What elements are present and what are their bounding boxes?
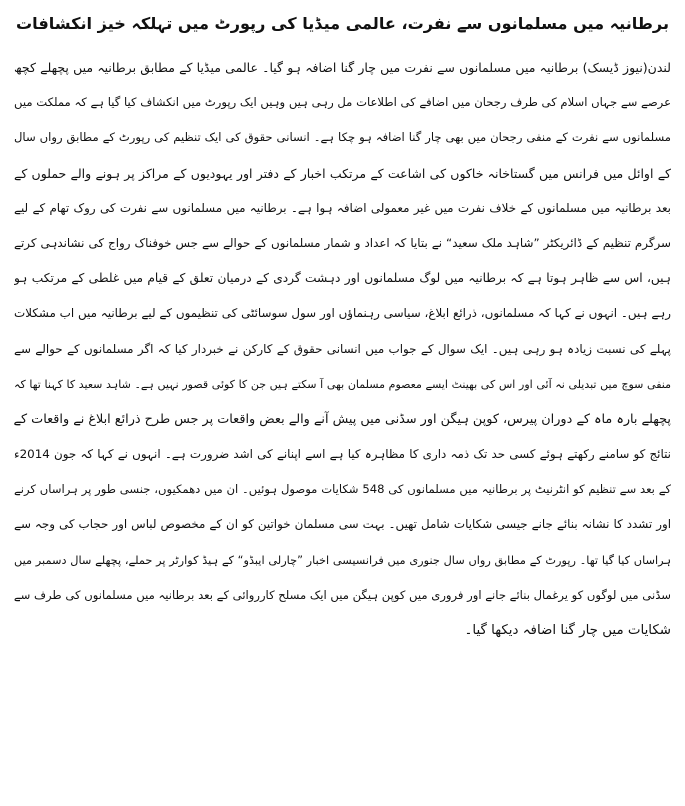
article-line: نتائج کو سامنے رکھتے ہوئے کسی حد تک ذمہ داری کا مظاہرہ کیا ہے اسے اپنانے کی اشد ضرورت ہے۔ انہوں نے کہا کہ جون 2014ء: [14, 447, 671, 462]
article-line: شکایات میں چار گنا اضافہ دیکھا گیا۔: [464, 623, 671, 638]
article-line: سڈنی میں لوگوں کو یرغمال بنائے جانے اور فروری میں کوپن ہیگن میں ایک مسلح کارروائی کے بعد برطانیہ میں مسلمانوں کی طرف سے: [14, 587, 671, 602]
article-line: اور تشدد کا نشانہ بنائے جانے جیسی شکایات شامل تھیں۔ بہت سی مسلمان خواتین کو ان کے مخصوص لباس اور حجاب کی وجہ سے: [14, 517, 671, 532]
article-line: مسلمانوں سے نفرت کے منفی رجحان میں بھی چار گنا اضافہ ہو چکا ہے۔ انسانی حقوق کی ایک تنظیم کی رپورٹ کے مطابق رواں سال: [14, 130, 671, 145]
article-body: [14, 50, 671, 648]
article-line: ہراساں کیا گیا تھا۔ رپورٹ کے مطابق رواں سال جنوری میں فرانسیسی اخبار ”چارلی ایبڈو“ کے ہیڈ کوارٹر پر حملے، پچھلے سال دسمبر میں: [14, 553, 671, 567]
article-line: عرصے سے جہاں اسلام کی طرف رجحان میں اضافے کی اطلاعات مل رہی ہیں وہیں ایک رپورٹ میں انکشاف کیا گیا ہے کہ مملکت میں: [14, 95, 671, 110]
article-line: پہلے کی نسبت زیادہ ہو رہی ہیں۔ ایک سوال کے جواب میں انسانی حقوق کے کارکن نے خبردار کیا کہ اگر مسلمانوں کے حوالے سے: [14, 341, 671, 356]
article-line: بعد برطانیہ میں مسلمانوں کے خلاف نفرت میں غیر معمولی اضافہ ہوا ہے۔ برطانیہ میں مسلمانوں سے نفرت کی روک تھام کے لیے: [14, 200, 671, 215]
article-line: کے اوائل میں فرانس میں گستاخانہ خاکوں کی اشاعت کے مرتکب اخبار کے دفتر اور یہودیوں کے مراکز پر ہونے والے حملوں کے: [14, 165, 671, 181]
article-line: پچھلے بارہ ماہ کے دوران پیرس، کوپن ہیگن اور سڈنی میں پیش آنے والے بعض واقعات پر جس طرح ذرائع ابلاغ نے واقعات کے: [14, 411, 671, 427]
article-line: منفی سوچ میں تبدیلی نہ آئی اور اس کی بھینٹ ایسے معصوم مسلمان بھی آ سکتے ہیں جن کا کوئی قصور نہیں ہے۔ شاہد سعید کا کہنا تھا کہ: [14, 377, 671, 391]
article-line: کے بعد سے تنظیم کو انٹرنیٹ پر برطانیہ میں مسلمانوں کی 548 شکایات موصول ہوئیں۔ ان میں دھمکیوں، جنسی طور پر ہراساں کرنے: [14, 482, 671, 497]
article-headline: برطانیہ میں مسلمانوں سے نفرت، عالمی میڈیا کی رپورٹ میں تہلکہ خیز انکشافات: [15, 14, 669, 33]
article-line: ہیں، اس سے ظاہر ہوتا ہے کہ برطانیہ میں لوگ مسلمانوں اور دہشت گردی کے درمیان تعلق کے قیام میں غلطی کے مرتکب ہو: [14, 271, 671, 286]
article-line: لندن(نیوز ڈیسک) برطانیہ میں مسلمانوں سے نفرت میں چار گنا اضافہ ہو گیا۔ عالمی میڈیا کے مطابق برطانیہ میں پچھلے کچھ: [14, 60, 671, 75]
article-line: سرگرم تنظیم کے ڈائریکٹر ”شاہد ملک سعید“ نے بتایا کہ اعداد و شمار مسلمانوں کے حوالے سے جس خوفناک رواج کی نشاندہی کرتے: [14, 235, 671, 250]
article-line: رہے ہیں۔ انہوں نے کہا کہ مسلمانوں، ذرائع ابلاغ، سیاسی رہنماؤں اور سول سوسائٹی کی تنظیموں کے لیے برطانیہ میں اب مشکلات: [14, 306, 671, 321]
